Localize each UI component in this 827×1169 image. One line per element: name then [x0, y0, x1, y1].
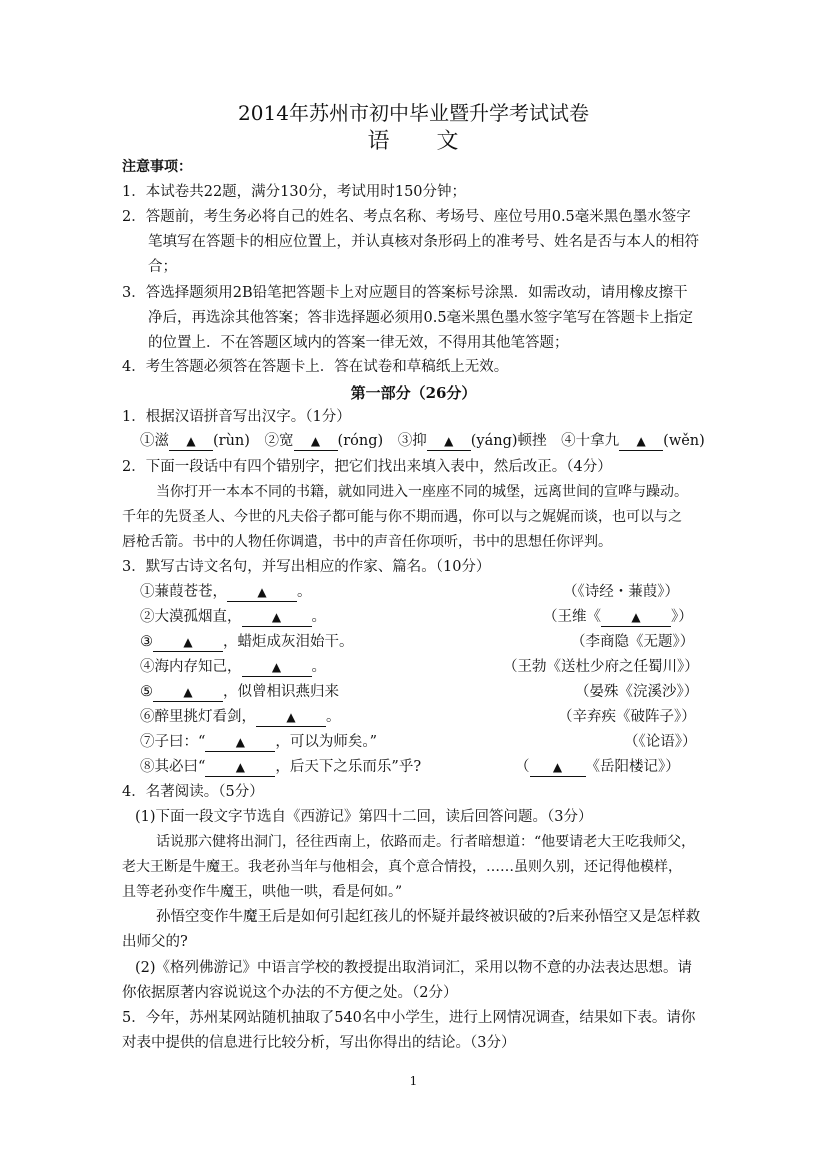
notice-line: 1．本试卷共22题，满分130分，考试用时150分钟； [122, 184, 467, 200]
notice-line: 净后，再选涂其他答案；答非选择题必须用0.5毫米黑色墨水签字笔写在答题卡上指定 [148, 310, 694, 326]
answer-blank-icon: ▲ [271, 660, 282, 674]
q1-item-text: ④十拿九 [561, 433, 620, 449]
question-4-part-1: (1)下面一段文字节选自《西游记》第四十二回，读后回答问题。（3分） [135, 809, 593, 825]
q1-item-text: ③抑 [397, 433, 427, 449]
q1-item-text: (wěn) [663, 433, 705, 449]
poem-line: ⑥醉里挑灯看剑， ▲ 。 [140, 709, 341, 725]
question-5-stem: 5．今年，苏州某网站随机抽取了540名中小学生，进行上网情况调查，结果如下表。请你 [122, 1010, 696, 1026]
poem-source: （王维《 ▲ 》） [543, 609, 693, 625]
passage-line: 话说那六健将出洞门，径往西南上，依路而走。行者暗想道：“他要请老大王吃我师父， [156, 834, 696, 850]
answer-blank-icon: ▲ [444, 434, 454, 448]
poem-source: （李商隐《无题》） [571, 634, 695, 650]
poem-source: （ ▲ 《岳阳楼记》） [515, 759, 680, 775]
poem-line: ①蒹葭苍苍， ▲ 。 [140, 584, 312, 600]
notice-line: 笔填写在答题卡的相应位置上，并认真核对条形码上的准考号、姓名是否与本人的相符 [148, 234, 699, 250]
answer-blank-icon: ▲ [235, 760, 246, 774]
q1-item-text: (rùn) [213, 433, 250, 449]
passage-line: 千年的先贤圣人、今世的凡夫俗子都可能与你不期而遇，你可以与之娓娓而谈，也可以与之 [122, 509, 682, 525]
passage-line: 老大王断是牛魔王。我老孙当年与他相会，真个意合情投，……虽则久别，还记得他模样， [122, 859, 682, 875]
poem-source: （辛弃疾《破阵子》） [558, 709, 696, 725]
q1-item-text: (yáng)顿挫 [470, 433, 547, 449]
poem-source: （《论语》） [624, 734, 697, 750]
question-5-stem: 对表中提供的信息进行比较分析，写出你得出的结论。（3分） [122, 1035, 516, 1051]
answer-blank-icon: ▲ [636, 434, 646, 448]
section-heading: 第一部分（26分） [350, 384, 477, 402]
page-number: 1 [409, 1074, 418, 1088]
answer-blank-icon: ▲ [183, 635, 193, 649]
answer-blank-icon: ▲ [286, 710, 296, 724]
notice-line: 合； [148, 259, 177, 275]
q1-item-text: ①滋 [140, 433, 169, 449]
poem-line: ②大漠孤烟直， ▲ 。 [140, 609, 326, 625]
answer-blank-icon: ▲ [257, 585, 267, 599]
poem-line: ⑦子曰：“ ▲ ，可以为师矣。” [140, 734, 378, 750]
passage-line: 唇枪舌箭。书中的人物任你调遣，书中的声音任你项听，书中的思想任你评判。 [122, 534, 612, 550]
poem-line: ⑧其必曰“ ▲ ，后天下之乐而乐”乎? [140, 759, 422, 775]
question-2-stem: 2．下面一段话中有四个错别字，把它们找出来填入表中，然后改正。（4分） [122, 459, 612, 475]
notice-line: 2．答题前，考生务必将自己的姓名、考点名称、考场号、座位号用0.5毫米黑色墨水签字 [122, 209, 691, 225]
answer-blank-icon: ▲ [552, 760, 563, 774]
q1-item-text: (róng) [337, 433, 384, 449]
answer-blank-icon: ▲ [271, 610, 282, 624]
answer-blank-icon: ▲ [631, 610, 641, 624]
q1-item-text: ②宽 [264, 433, 294, 449]
poem-source: （晏殊《浣溪沙》） [575, 684, 699, 700]
answer-blank-icon: ▲ [183, 685, 193, 699]
notice-line: 3．答选择题须用2B铅笔把答题卡上对应题目的答案标号涂黑．如需改动，请用橡皮擦干 [122, 285, 688, 301]
question-4-part-2: (2)《格列佛游记》中语言学校的教授提出取消词汇，采用以物不意的办法表达思想。请 [135, 960, 693, 976]
poem-source: （《诗经・蒹葭》） [563, 584, 679, 600]
exam-title: 2014年苏州市初中毕业暨升学考试试卷 [238, 101, 589, 125]
poem-line: ⑤ ▲ ，似曾相识燕归来 [140, 684, 339, 700]
notice-line: 4．考生答题必须答在答题卡上．答在试卷和草稿纸上无效。 [122, 359, 509, 375]
passage-line: 且等老孙变作牛魔王，哄他一哄，看是何如。” [122, 884, 403, 900]
poem-line: ③ ▲ ，蜡炬成灰泪始干。 [140, 634, 354, 650]
question-3-stem: 3．默写古诗文名句，并写出相应的作家、篇名。（10分） [122, 559, 491, 575]
poem-line: ④海内存知己， ▲ 。 [140, 659, 326, 675]
question-1-items [140, 432, 705, 451]
answer-blank-icon: ▲ [310, 434, 321, 448]
question-1-stem: 1．根据汉语拼音写出汉字。（1分） [122, 409, 351, 425]
question-text: 出师父的? [122, 934, 188, 950]
question-4-part-2: 你依据原著内容说说这个办法的不方便之处。（2分） [122, 985, 458, 1001]
answer-blank-icon: ▲ [186, 434, 196, 448]
notice-heading: 注意事项： [122, 159, 192, 175]
poem-source: （王勃《送杜少府之任蜀川》） [503, 659, 699, 675]
question-text: 孙悟空变作牛魔王后是如何引起红孩儿的怀疑并最终被识破的?后来孙悟空又是怎样救 [156, 909, 701, 925]
answer-blank-icon: ▲ [235, 735, 246, 749]
subject-title: 语 文 [367, 129, 460, 154]
question-4-stem: 4．名著阅读。（5分） [122, 784, 264, 800]
notice-line: 的位置上．不在答题区域内的答案一律无效，不得用其他笔答题； [148, 335, 569, 351]
passage-line: 当你打开一本本不同的书籍，就如同进入一座座不同的城堡，远离世间的宣哗与躁动。 [156, 484, 688, 500]
